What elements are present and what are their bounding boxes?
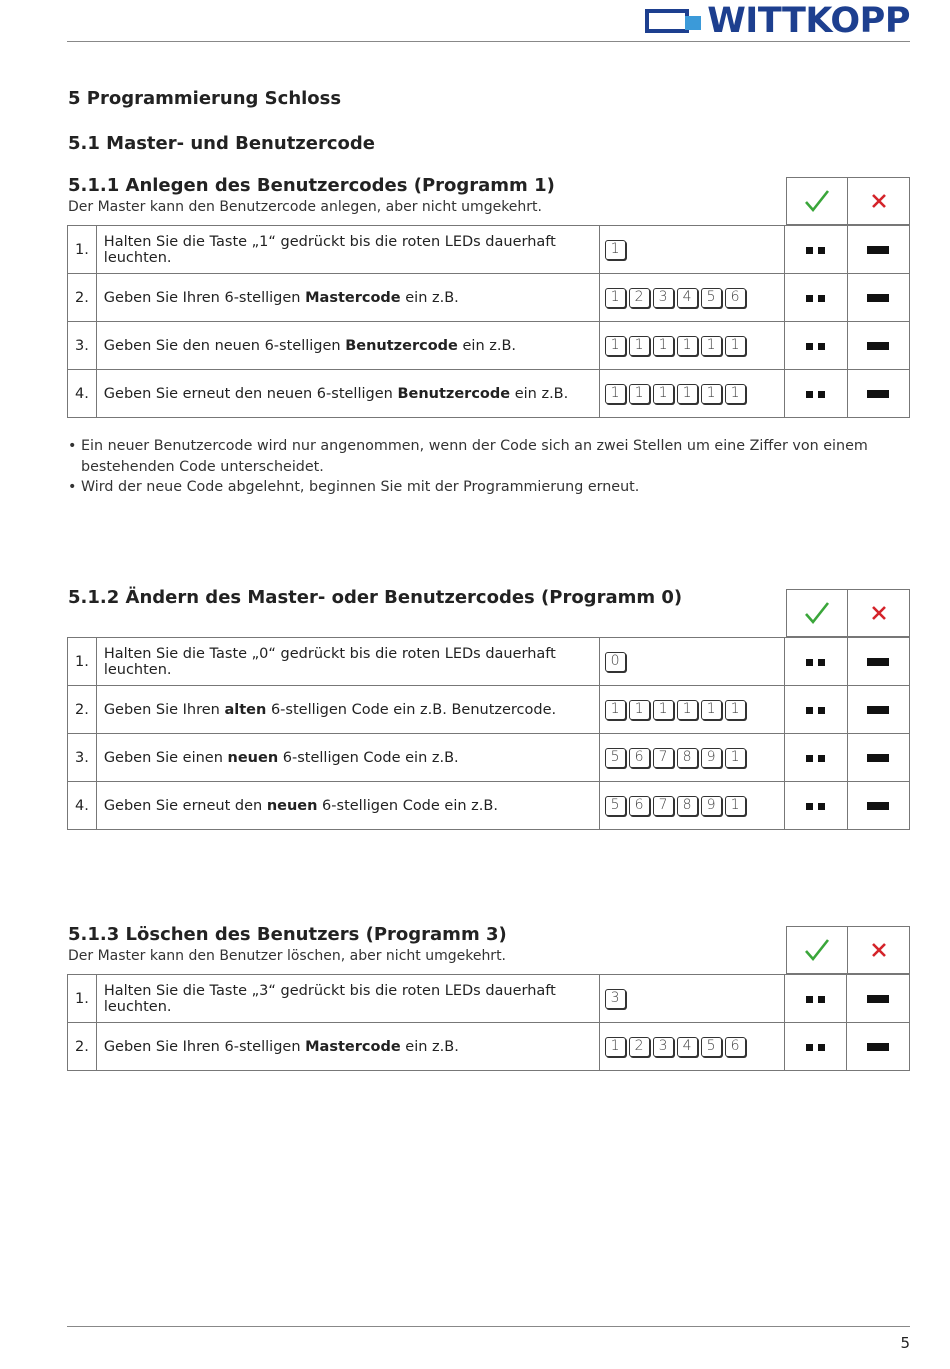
keypad-key-icon: 3	[605, 989, 626, 1009]
led-fail-cell	[847, 226, 910, 274]
keypad-key-icon: 1	[701, 384, 722, 404]
step-text-bold: Mastercode	[305, 1038, 401, 1055]
step-row	[68, 1023, 910, 1071]
check-icon	[804, 601, 830, 625]
step-text-part: Halten Sie die Taste „3“ gedrückt bis die roten LEDs dauerhaft leuchten.	[103, 982, 556, 1015]
ok-header-cell	[786, 589, 848, 637]
led-ok-cell	[785, 274, 847, 322]
step-text-part: 6-stelligen Code ein z.B. Benutzercode.	[266, 701, 557, 718]
step-text-part: 6-stelligen Code ein z.B.	[317, 797, 498, 814]
led-fail-cell	[847, 274, 910, 322]
keypad-key-icon: 6	[629, 796, 650, 816]
led-fail-cell	[847, 638, 910, 686]
keypad-key-icon: 7	[653, 796, 674, 816]
led-solid-icon	[867, 802, 889, 810]
keypad-key-icon: 9	[701, 748, 722, 768]
step-text	[96, 638, 599, 686]
step-number: 1.	[68, 226, 97, 274]
keypad-key-icon: 5	[701, 1037, 722, 1057]
keypad-key-icon: 1	[629, 700, 650, 720]
key-sequence	[599, 975, 784, 1023]
subsection-title-1: 5.1.1 Anlegen des Benutzercodes (Programm 1)	[68, 175, 555, 196]
step-text-part: 6-stelligen Code ein z.B.	[278, 749, 459, 766]
led-ok-cell	[785, 782, 847, 830]
keypad-key-icon: 1	[629, 336, 650, 356]
led-blink-icon	[806, 1044, 825, 1051]
keypad-key-icon: 1	[629, 384, 650, 404]
keypad-key-icon: 1	[605, 700, 626, 720]
keypad-key-icon: 4	[677, 288, 698, 308]
key-sequence	[599, 322, 784, 370]
keypad-key-icon: 1	[605, 288, 626, 308]
subsection-subtitle-1: Der Master kann den Benutzercode anlegen, aber nicht umgekehrt.	[68, 199, 542, 215]
step-text	[96, 686, 599, 734]
step-row	[68, 975, 910, 1023]
footer-divider	[67, 1326, 910, 1327]
chapter-title: 5 Programmierung Schloss	[68, 88, 342, 109]
keypad-key-icon: 1	[701, 700, 722, 720]
step-row	[68, 782, 910, 830]
step-text-bold: alten	[224, 701, 267, 718]
keypad-key-icon: 2	[629, 288, 650, 308]
led-solid-icon	[867, 658, 889, 666]
keypad-key-icon: 1	[677, 700, 698, 720]
step-number: 3.	[68, 734, 97, 782]
key-sequence	[599, 226, 784, 274]
step-text-bold: Benutzercode	[345, 337, 458, 354]
led-solid-icon	[867, 246, 889, 254]
step-text-part: Geben Sie erneut den	[103, 797, 267, 814]
led-ok-cell	[785, 686, 847, 734]
logo-mark-icon	[645, 7, 703, 37]
step-row	[68, 686, 910, 734]
step-row	[68, 370, 910, 418]
cross-icon	[870, 941, 888, 959]
fail-header-cell	[848, 589, 910, 637]
step-text-part: Geben Sie einen	[103, 749, 228, 766]
led-ok-cell	[785, 322, 847, 370]
check-icon	[804, 938, 830, 962]
subsection-subtitle-3: Der Master kann den Benutzer löschen, aber nicht umgekehrt.	[68, 948, 507, 964]
led-blink-icon	[806, 659, 825, 666]
key-sequence	[599, 1023, 784, 1071]
steps-table-1	[67, 225, 910, 418]
step-text-part: Halten Sie die Taste „0“ gedrückt bis die roten LEDs dauerhaft leuchten.	[103, 645, 556, 678]
step-row	[68, 226, 910, 274]
keypad-key-icon: 0	[605, 652, 626, 672]
led-blink-icon	[806, 247, 825, 254]
keypad-key-icon: 1	[677, 384, 698, 404]
led-ok-cell	[785, 638, 847, 686]
step-text-part: ein z.B.	[510, 385, 569, 402]
step-number: 2.	[68, 686, 97, 734]
subsection-title-2: 5.1.2 Ändern des Master- oder Benutzercodes (Programm 0)	[68, 587, 683, 608]
led-fail-cell	[847, 322, 910, 370]
ok-header-cell	[786, 177, 848, 225]
led-ok-cell	[785, 1023, 847, 1071]
keypad-key-icon: 6	[629, 748, 650, 768]
cross-icon	[870, 192, 888, 210]
led-solid-icon	[867, 706, 889, 714]
keypad-key-icon: 1	[701, 336, 722, 356]
cross-icon	[870, 604, 888, 622]
keypad-key-icon: 1	[605, 240, 626, 260]
step-text-bold: Mastercode	[305, 289, 401, 306]
header-divider	[67, 41, 910, 42]
led-blink-icon	[806, 391, 825, 398]
step-text	[96, 782, 599, 830]
keypad-key-icon: 1	[677, 336, 698, 356]
led-fail-cell	[847, 1023, 910, 1071]
keypad-key-icon: 1	[605, 384, 626, 404]
step-text	[96, 274, 599, 322]
step-text-part: ein z.B.	[457, 337, 517, 354]
keypad-key-icon: 7	[653, 748, 674, 768]
led-solid-icon	[867, 754, 889, 762]
keypad-key-icon: 3	[653, 288, 674, 308]
led-solid-icon	[867, 1043, 889, 1051]
step-text-bold: Benutzercode	[397, 385, 511, 402]
keypad-key-icon: 1	[653, 336, 674, 356]
led-ok-cell	[785, 734, 847, 782]
led-blink-icon	[806, 343, 825, 350]
step-text-part: ein z.B.	[400, 289, 459, 306]
step-text-part: Geben Sie erneut den neuen 6-stelligen	[103, 385, 398, 402]
key-sequence	[599, 734, 784, 782]
check-icon	[804, 189, 830, 213]
led-fail-cell	[847, 734, 910, 782]
step-row	[68, 734, 910, 782]
steps-table-2	[67, 637, 910, 830]
note-item: • Wird der neue Code abgelehnt, beginnen Sie mit der Programmierung erneut.	[68, 479, 640, 495]
step-text-bold: neuen	[227, 749, 279, 766]
step-text	[96, 322, 599, 370]
led-solid-icon	[867, 342, 889, 350]
keypad-key-icon: 3	[653, 1037, 674, 1057]
status-header	[786, 177, 910, 225]
key-sequence	[599, 782, 784, 830]
notes-list	[68, 436, 908, 498]
led-solid-icon	[867, 294, 889, 302]
status-header	[786, 926, 910, 974]
led-fail-cell	[847, 370, 910, 418]
key-sequence	[599, 686, 784, 734]
keypad-key-icon: 1	[725, 336, 746, 356]
step-text-part: ein z.B.	[400, 1038, 459, 1055]
step-text-part: Geben Sie Ihren	[103, 701, 225, 718]
led-blink-icon	[806, 803, 825, 810]
led-ok-cell	[785, 226, 847, 274]
led-blink-icon	[806, 295, 825, 302]
led-blink-icon	[806, 755, 825, 762]
keypad-key-icon: 1	[725, 748, 746, 768]
step-text	[96, 226, 599, 274]
keypad-key-icon: 2	[629, 1037, 650, 1057]
keypad-key-icon: 1	[725, 700, 746, 720]
fail-header-cell	[848, 177, 910, 225]
key-sequence	[599, 274, 784, 322]
keypad-key-icon: 1	[725, 384, 746, 404]
step-text-part: Halten Sie die Taste „1“ gedrückt bis die roten LEDs dauerhaft leuchten.	[103, 233, 556, 266]
led-ok-cell	[785, 975, 847, 1023]
step-number: 4.	[68, 782, 97, 830]
keypad-key-icon: 8	[677, 796, 698, 816]
status-header	[786, 589, 910, 637]
keypad-key-icon: 6	[725, 1037, 746, 1057]
keypad-key-icon: 1	[653, 700, 674, 720]
keypad-key-icon: 1	[725, 796, 746, 816]
fail-header-cell	[848, 926, 910, 974]
key-sequence	[599, 638, 784, 686]
step-number: 2.	[68, 274, 97, 322]
step-text	[96, 975, 599, 1023]
section-title: 5.1 Master- und Benutzercode	[68, 133, 375, 154]
key-sequence	[599, 370, 784, 418]
step-text-bold: neuen	[266, 797, 318, 814]
ok-header-cell	[786, 926, 848, 974]
led-blink-icon	[806, 996, 825, 1003]
keypad-key-icon: 8	[677, 748, 698, 768]
note-item: • Ein neuer Benutzercode wird nur angenommen, wenn der Code sich an zwei Stellen um eine Ziffer von einem bestehenden Code unterscheidet.	[68, 438, 868, 475]
keypad-key-icon: 1	[605, 336, 626, 356]
keypad-key-icon: 1	[653, 384, 674, 404]
step-row	[68, 274, 910, 322]
page-number: 5	[900, 1334, 910, 1352]
step-number: 2.	[68, 1023, 97, 1071]
step-text-part: Geben Sie Ihren 6-stelligen	[103, 1038, 306, 1055]
step-text	[96, 1023, 599, 1071]
step-text	[96, 370, 599, 418]
keypad-key-icon: 4	[677, 1037, 698, 1057]
keypad-key-icon: 9	[701, 796, 722, 816]
step-text-part: Geben Sie den neuen 6-stelligen	[103, 337, 346, 354]
step-number: 3.	[68, 322, 97, 370]
keypad-key-icon: 6	[725, 288, 746, 308]
led-blink-icon	[806, 707, 825, 714]
keypad-key-icon: 1	[605, 1037, 626, 1057]
keypad-key-icon: 5	[605, 748, 626, 768]
brand-name: WITTKOPP	[707, 1, 910, 41]
keypad-key-icon: 5	[605, 796, 626, 816]
led-solid-icon	[867, 390, 889, 398]
step-text-part: Geben Sie Ihren 6-stelligen	[103, 289, 306, 306]
steps-table-3	[67, 974, 910, 1071]
step-row	[68, 638, 910, 686]
led-fail-cell	[847, 686, 910, 734]
led-fail-cell	[847, 975, 910, 1023]
step-text	[96, 734, 599, 782]
led-ok-cell	[785, 370, 847, 418]
step-number: 1.	[68, 975, 97, 1023]
step-number: 1.	[68, 638, 97, 686]
led-fail-cell	[847, 782, 910, 830]
keypad-key-icon: 5	[701, 288, 722, 308]
step-row	[68, 322, 910, 370]
subsection-title-3: 5.1.3 Löschen des Benutzers (Programm 3)	[68, 924, 507, 945]
led-solid-icon	[867, 995, 889, 1003]
brand-logo	[645, 1, 910, 41]
step-number: 4.	[68, 370, 97, 418]
